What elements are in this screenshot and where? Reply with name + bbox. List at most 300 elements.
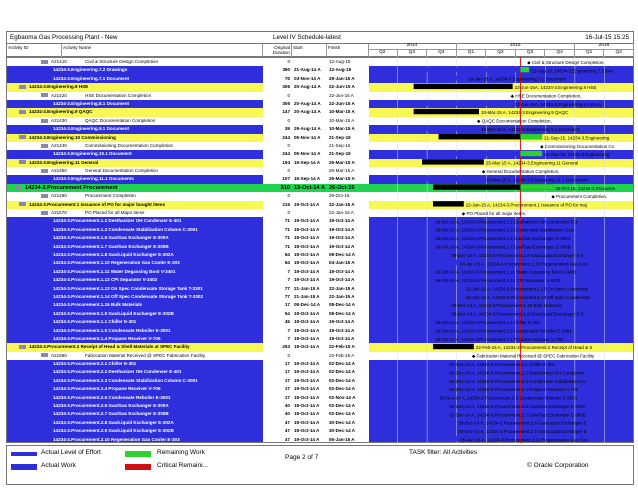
milestone-label: ◆ Fabrication Material Received @ SPEC Fabrication Facility [471,353,595,359]
duration-cell: 17 [263,394,292,402]
wbs-label: 14234-3.Engineering.11.1 Documents [53,176,134,182]
activity-name [7,385,263,393]
duration-cell: 54 [263,310,292,318]
wbs-label: 14234-3.Procurement.1.11 Water Degassing Boot V-3401 [53,268,176,274]
timeline-year: 2015 [457,43,575,50]
duration-cell: 0 [287,59,290,64]
wbs-label: 14234-3.Procurement.1.1 Chiller E-301 [53,319,137,325]
finish-cell: 08-Dec-14 A [327,310,369,318]
activity-name [7,259,263,267]
activity-name [7,251,263,259]
activity-name [7,394,263,402]
duration-cell: 76 [263,75,292,83]
bar-label: 19-Oct-14 A, 14234-3.Procurement.1.4 Propane Receiver V-706 [435,336,563,342]
wbs-label: 14234-3.Procurement.2.9 Gas/Liquid Exchanger E-302B [53,428,174,434]
start-cell: 19-Oct-14 A [292,310,327,318]
start-cell: 19-Oct-14 A [292,243,327,251]
table-row[interactable] [7,192,634,200]
table-row[interactable] [7,385,634,393]
finish-cell: 08-Dec-14 A [327,301,369,309]
finish-cell: 19-Oct-14 A [327,335,369,343]
finish-cell: 22-Jun-15 A [327,83,369,91]
start-cell: 19-Oct-14 A [292,259,327,267]
finish-cell: 02-Dec-14 A [327,368,369,376]
duration-cell: 194 [263,159,292,167]
finish-cell: 22-Feb-15 A [327,343,369,351]
timeline-quarter: Q2 [604,50,634,57]
finish-cell: 10-Mar-15 A [327,108,369,116]
start-cell: 19-Oct-14 A [292,201,327,209]
finish-cell: 10-Mar-15 A [327,125,369,133]
activity-name [7,360,263,368]
bar-label: 22-Jan-15 A, 14234-3.Procurement.1 Issuance of PO for maj [465,202,587,208]
activity-name [7,159,263,167]
duration-cell: 253 [263,343,292,351]
bar-label: 02-Dec-14 A, 14234-3.Procurement.2.3 Condensate Stabilization Co [449,378,586,384]
start-cell: 19-Oct-14 A [292,276,327,284]
duration-cell: 54 [263,251,292,259]
bar-label: 22-Jun-15A, 14234-3.Engineering.8.1 Docu [514,101,602,107]
wbs-label: 14234-3.Procurement.2.1 Chiller E-301 [53,361,137,367]
wbs-label: 14234-3.Procurement.1 Issuance of PO for major bought items [29,201,166,207]
start-cell: 19-Oct-14 A [292,377,327,385]
activity-name [7,108,263,116]
activity-name [7,217,263,225]
milestone-label: ◆ Procurement Completion, [551,194,608,200]
activity-label: Procurement Completion [85,193,136,199]
timeline-quarter: Q3 [398,50,428,57]
activity-label: HSE Documentation Completion [85,92,152,98]
bar-label: 30-Dec-14 A, 14234-3.Procurement.2.9 Gas/Liquid Exchanger E [458,429,587,435]
timeline-header [368,43,634,57]
table-row[interactable] [7,100,634,108]
finish-cell: 26-Oct-15 [329,184,355,191]
start-cell [292,192,327,200]
wbs-icon [19,345,26,349]
start-cell: 19-Oct-14 A [292,327,327,335]
table-row[interactable] [7,58,634,66]
table-row[interactable] [7,234,634,242]
activity-name [7,234,263,242]
table-row[interactable] [7,251,634,259]
duration-cell: 45 [263,318,292,326]
duration-cell: 244 [263,134,292,142]
activity-icon [41,169,48,173]
activity-name [7,301,263,309]
finish-cell: 22-Jan-15 A [327,293,369,301]
wbs-icon [19,135,26,139]
table-row[interactable] [7,259,634,267]
timeline-quarter: Q3 [516,50,546,57]
activity-name [7,192,263,200]
activity-name [7,276,263,284]
table-row[interactable] [7,268,634,276]
table-row[interactable] [7,108,634,116]
bar-label: 19-Oct-14 A, 14234-3.Procurement.1.6 Gas/Gas Exchanger E-300A [435,236,571,242]
activity-name [7,58,263,66]
start-cell: 19-Oct-14 A [292,226,327,234]
activity-name [7,201,263,209]
activity-label: Commissioning Documentation Completion [85,142,174,148]
table-row[interactable] [7,276,634,284]
activity-icon [41,211,48,215]
duration-cell: 0 [287,210,290,216]
table-row[interactable] [7,310,634,318]
activity-id: A21440 [51,142,67,148]
finish-cell: 22-Jan-15 A [327,201,369,209]
duration-cell: 7 [263,335,292,343]
copyright: © Oracle Corporation [527,462,589,469]
activity-name [7,268,263,276]
col-start[interactable]: Start [292,44,327,58]
activity-name [7,343,263,351]
start-cell: 05-Nov-14 A [292,150,327,158]
duration-cell: 306 [263,100,292,108]
bar-label: 08-Dec-14 A, 14234-3.Procurement.1.15 Bulk Materials [451,303,562,309]
activity-name [7,427,263,435]
table-row[interactable] [7,117,634,125]
table-row[interactable] [7,125,634,133]
table-row[interactable] [7,209,634,217]
project-title: Egbaoma Gas Processing Plant - New [10,34,118,41]
wbs-label: 14234-3.Engineering.7.1 Document [53,75,130,81]
finish-cell: 02-Dec-14 A [327,385,369,393]
duration-cell: 380 [263,66,292,74]
wbs-label: 14234-3.Engineering.10 Commissioning [29,134,116,140]
table-row[interactable] [7,360,634,368]
duration-cell: 40 [263,402,292,410]
activity-name [7,184,263,192]
duration-cell: 17 [263,360,292,368]
start-cell: 29-Aug-14 A [292,125,327,133]
duration-cell: 7 [263,276,292,284]
table-row[interactable] [7,217,634,225]
table-row[interactable] [7,175,634,183]
duration-cell: 17 [263,368,292,376]
col-finish[interactable]: Finish [327,44,369,58]
bar-label: 19-Oct-14 A, 14234-3.Procurement.1.12 CPI Separator V-3402 [435,278,561,284]
finish-cell: 25-Mar-15 A [327,175,369,183]
legend [6,445,634,485]
duration-cell: 71 [263,243,292,251]
bar-label: 25-Mar-15 A, 14234-3.Engineering.11 General [485,160,579,166]
finish-cell: 30-Dec-14 A [327,427,369,435]
col-duration[interactable]: Original Duration [263,44,292,58]
start-cell: 19-Oct-14 A [292,368,327,376]
bar-label: 26-Oct-15, 14234-3.Procurem [555,185,616,191]
table-row[interactable] [7,92,634,100]
activity-name [7,167,263,175]
activity-label: QAQC Documentation Completion [85,117,156,123]
bar-label: 02-Nov-14 A, 14234-3.Procurement.2.5 Condensate Reboiler E-3001 [439,395,578,401]
wbs-label: 14234-3.Procurement.1.8 Gas/Liquid Exchanger E-302A [53,252,174,257]
finish-cell: 19-Oct-14 A [327,318,369,326]
duration-cell: 0 [287,352,290,358]
activity-id: A21460 [51,193,67,199]
start-cell [292,352,327,360]
bar-label: 25-Mar-15 A, 14234-3.Engineering.11.1 Documents [485,177,589,183]
wbs-label: 14234-3.Procurement.1.5 Condensate Reboiler E-3001 [53,327,171,333]
wbs-label: 14234-3.Procurement.1.9 Gas/Liquid Exchanger E-302B [53,310,174,316]
table-row[interactable] [7,150,634,158]
activity-name [7,352,263,360]
report-date: 16-Jul-15 15:25 [585,34,629,41]
table-row[interactable] [7,293,634,301]
activity-label: PO Placed for all Major items [85,210,145,216]
activity-table [6,57,634,443]
bar-label: 10-Mar-15 A, 14234-3.Engineering.9 QAQC [480,110,569,116]
activity-name [7,175,263,183]
start-cell: 19-Oct-14 A [292,436,327,443]
col-activity-name[interactable]: Activity Name [62,44,263,58]
wbs-icon [19,110,26,114]
bar-label: 19-Oct-14 A, 14234-3.Procurement.1.2 Deethanizer OH Condenser E-4 [435,219,578,225]
finish-cell: 19-Oct-14 A [327,234,369,242]
start-cell: 19-Oct-14 A [292,318,327,326]
timeline-quarter: Q2 [368,50,398,57]
activity-icon [41,353,48,357]
duration-cell: 71 [263,217,292,225]
table-row[interactable] [7,419,634,427]
duration-cell: 216 [263,201,292,209]
activity-name [7,335,263,343]
table-row[interactable] [7,159,634,167]
finish-cell: 19-Oct-14 A [327,243,369,251]
activity-name [7,83,263,91]
table-row[interactable] [7,167,634,175]
bar-label: 22-Feb-15 A, 14234-3.Procurement.2 Receipt of Head & S [475,345,593,351]
finish-cell: 04-Jan-15 A [327,259,369,267]
activity-name [7,150,263,158]
start-cell [292,142,327,150]
bar-label: 02-Dec-14 A, 14234-3.Procurement.2.1 Chiller E-301 [449,361,556,367]
table-row[interactable] [7,410,634,418]
bar-label: 22-Jan-15 A, 14234-3.Procurement.1.13 On Spec Condensat [465,286,588,292]
finish-cell: 29-Jan-15 A [327,75,369,83]
bar-label: 21-Sep-15, 14234-3.Engineering [544,135,610,141]
finish-cell: 22-Jan-15 A [327,285,369,293]
activity-id: A21430 [51,117,67,123]
finish-cell: 05-Jan-15 A [327,436,369,443]
table-row[interactable] [7,83,634,91]
start-cell: 19-Oct-14 A [292,410,327,418]
finish-cell: 22-Jan-15 A [329,210,354,216]
milestone-label: ◆ QAQC Documentation Completion, [476,118,552,124]
milestone-label: ◆ General Documentation Completion, [481,168,560,174]
activity-name [7,368,263,376]
wbs-label: 14234-3.Procurement.2.2 Deethanizer OH Condenser E-401 [53,369,182,375]
bar-label: 05-Jan-15 A, 14234-3.Procurement.2.10 Regeneration Gas Coo [460,437,588,443]
timeline-year: 2014 [368,43,457,50]
milestone-label: ◆ Civil & Structure Design Completion, [527,59,605,65]
start-cell: 21-Jan-15 A [292,293,327,301]
table-row[interactable] [7,427,634,435]
duration-cell: 47 [263,427,292,435]
finish-cell: 10-Mar-15 A [329,117,355,123]
activity-name [7,293,263,301]
wbs-icon [19,85,26,89]
table-row[interactable] [7,343,634,351]
activity-id: A21570 [51,210,67,216]
bar-label: 12-Aug-15, 14234-3.Engineering.7.2 Dra [531,68,613,74]
table-row[interactable] [7,134,634,142]
timeline-quarter: Q2 [486,50,516,57]
bar-label: 22-Jun-15A, 14234-3.Engineering.8 HSE [514,85,597,91]
wbs-label: 14234-3.Engineering.9.1 Document [53,126,130,132]
table-row[interactable] [7,377,634,385]
table-row[interactable] [7,285,634,293]
table-row[interactable] [7,335,634,343]
remaining-swatch [125,451,151,457]
table-row[interactable] [7,75,634,83]
activity-id: A21420 [51,92,67,98]
duration-cell: 17 [263,301,292,309]
table-row[interactable] [7,394,634,402]
table-row[interactable] [7,368,634,376]
duration-cell: 77 [263,293,292,301]
bar-label: 22-Jan-15 A, 14234-3.Procurement.1.14 Off Spec Condensate [465,294,591,300]
finish-cell: 02-Dec-14 A [327,402,369,410]
duration-cell: 0 [287,117,290,123]
finish-cell: 21-Sep-15 [329,142,351,148]
start-cell: 19-Oct-14 A [292,251,327,259]
table-row[interactable] [7,436,634,443]
task-filter: TASK filter: All Activities [409,449,478,456]
bar-label: 04-Jan-15 A, 14234-3.Procurement.1.10 Regeneration Gas Coo [459,261,588,267]
col-activity-id[interactable]: Activity ID [7,44,62,58]
activity-name [7,226,263,234]
finish-cell: 19-Oct-14 A [327,268,369,276]
finish-cell: 25-Mar-15 A [327,159,369,167]
timeline-quarter: Q1 [457,50,487,57]
activity-name [7,285,263,293]
bar-label: 19-Oct-14 A, 14234-3.Procurement.1.5 Condensate Reboiler E-3001 [435,328,572,334]
finish-cell: 02-Dec-14 A [327,377,369,385]
duration-cell: 0 [287,168,290,174]
wbs-label: 14234-3.Procurement.2.8 Gas/Liquid Exchanger E-302A [53,419,174,425]
bar-label: 30-Dec-14 A, 14234-3.Procurement.2.8 Gas/Liquid Exchanger E [458,420,587,426]
table-row[interactable] [7,226,634,234]
wbs-label: 14234-3.Procurement.1.10 Regeneration Gas Cooler E-303 [53,260,180,266]
bar-label: 29-Jan-15 A, 14234-3.Engineering.7.1 Document [468,76,566,82]
duration-cell: 0 [287,193,290,199]
start-cell: 19-Oct-14 A [292,268,327,276]
activity-label: Fabrication Material Received @ SPEC Fabrication Facility [85,352,206,358]
start-cell: 21-Jan-15 A [292,285,327,293]
start-cell [292,117,327,125]
actual-work-swatch [11,464,37,470]
duration-cell: 147 [263,108,292,116]
table-row[interactable] [7,201,634,209]
page-number: Page 2 of 7 [285,454,319,461]
wbs-icon [19,160,26,164]
duration-cell: 0 [287,92,290,98]
table-row[interactable] [7,184,634,192]
activity-name [7,377,263,385]
milestone-label: ◆ HSE Documentation Completion, [510,93,582,99]
activity-name [7,402,263,410]
activity-name [7,134,263,142]
duration-cell: 71 [263,226,292,234]
finish-cell: 02-Dec-14 A [327,360,369,368]
start-cell: 15-Sep-14 A [292,175,327,183]
start-cell: 08-Dec-14 A [292,301,327,309]
finish-cell: 02-Nov-14 A [327,394,369,402]
table-row[interactable] [7,66,634,74]
activity-name [7,100,263,108]
finish-cell: 30-Dec-14 A [327,419,369,427]
wbs-label: 14234-3.Engineering.8 HSE [29,84,89,90]
duration-cell: 17 [263,385,292,393]
duration-cell: 47 [263,419,292,427]
wbs-label: 14234-3.Engineering.10.1 Document [53,151,132,157]
critical-swatch [125,464,151,470]
wbs-label: 14234-3.Procurement.2 Receipt of Head & Shell Materials at SPEC Facility [29,344,190,350]
table-row[interactable] [7,301,634,309]
finish-cell: 02-Dec-14 A [327,410,369,418]
activity-name [7,310,263,318]
duration-cell: 107 [263,175,292,183]
start-cell: 19-Oct-14 A [292,419,327,427]
activity-name [7,318,263,326]
activity-name [7,125,263,133]
bar-label: 19-Oct-14 A, 14234-3.Procurement.1.7 Gas/Gas Exchanger E-300B [435,244,571,250]
duration-cell: 244 [263,150,292,158]
wbs-label: 14234-3.Procurement.1.6 Gas/Gas Exchanger E-300A [53,235,169,241]
table-row[interactable] [7,327,634,335]
activity-name [7,75,263,83]
wbs-label: 14234-3.Procurement.1.13 On Spec Condensate Storage Tank T-3301 [53,285,203,291]
duration-cell: 7 [263,327,292,335]
start-cell: 19-Oct-14 A [294,184,325,191]
activity-icon [41,60,48,64]
table-row[interactable] [7,402,634,410]
start-cell: 15-Sep-14 A [292,159,327,167]
activity-name [7,243,263,251]
wbs-icon [15,185,22,189]
wbs-label: 14234-3.Procurement.2.6 Gas/Gas Exchanger E-300A [53,403,169,409]
start-cell [292,92,327,100]
start-cell: 19-Oct-14 A [292,335,327,343]
legend-actual-work: Actual Work [41,462,76,469]
activity-id: A21450 [51,168,67,174]
table-row[interactable] [7,243,634,251]
activity-name [7,419,263,427]
duration-cell: 306 [263,83,292,91]
start-cell: 19-Oct-14 A [292,394,327,402]
bar-label: 19-Oct-14 A, 14234-3.Procurement.1.3 Condensate Stabilization Colu [435,227,575,233]
wbs-label: 14234-3.Engineering.8.1 Document [53,100,130,106]
table-row[interactable] [7,318,634,326]
finish-cell: 19-Oct-14 A [327,226,369,234]
table-row[interactable] [7,142,634,150]
finish-cell: 19-Oct-14 A [327,276,369,284]
bar-label: 19-Oct-14 A, 14234-3.Procurement.1.1 Chiller E-301 [435,320,540,326]
duration-cell: 17 [263,377,292,385]
duration-cell: 47 [263,436,292,443]
activity-label: Civil & Structure Design Completion [85,59,159,64]
wbs-label: 14234-3.Engineering.9 QAQC [29,109,93,115]
activity-icon [41,93,48,97]
wbs-label: 14234-3.Procurement.2.7 Gas/Gas Exchanger E-300B [53,411,169,417]
finish-cell: 12-Aug-15 [327,66,369,74]
bar-label: 02-Dec-14 A, 14234-3.Procurement.2.4 Propane Receiver V-706 [449,387,579,393]
duration-cell: 39 [263,125,292,133]
milestone-label: ◆ PO Placed for all major items, [461,210,527,216]
start-cell: 03-Nov-14 A [292,75,327,83]
table-row[interactable] [7,352,634,360]
activity-id: A21410 [51,59,67,64]
